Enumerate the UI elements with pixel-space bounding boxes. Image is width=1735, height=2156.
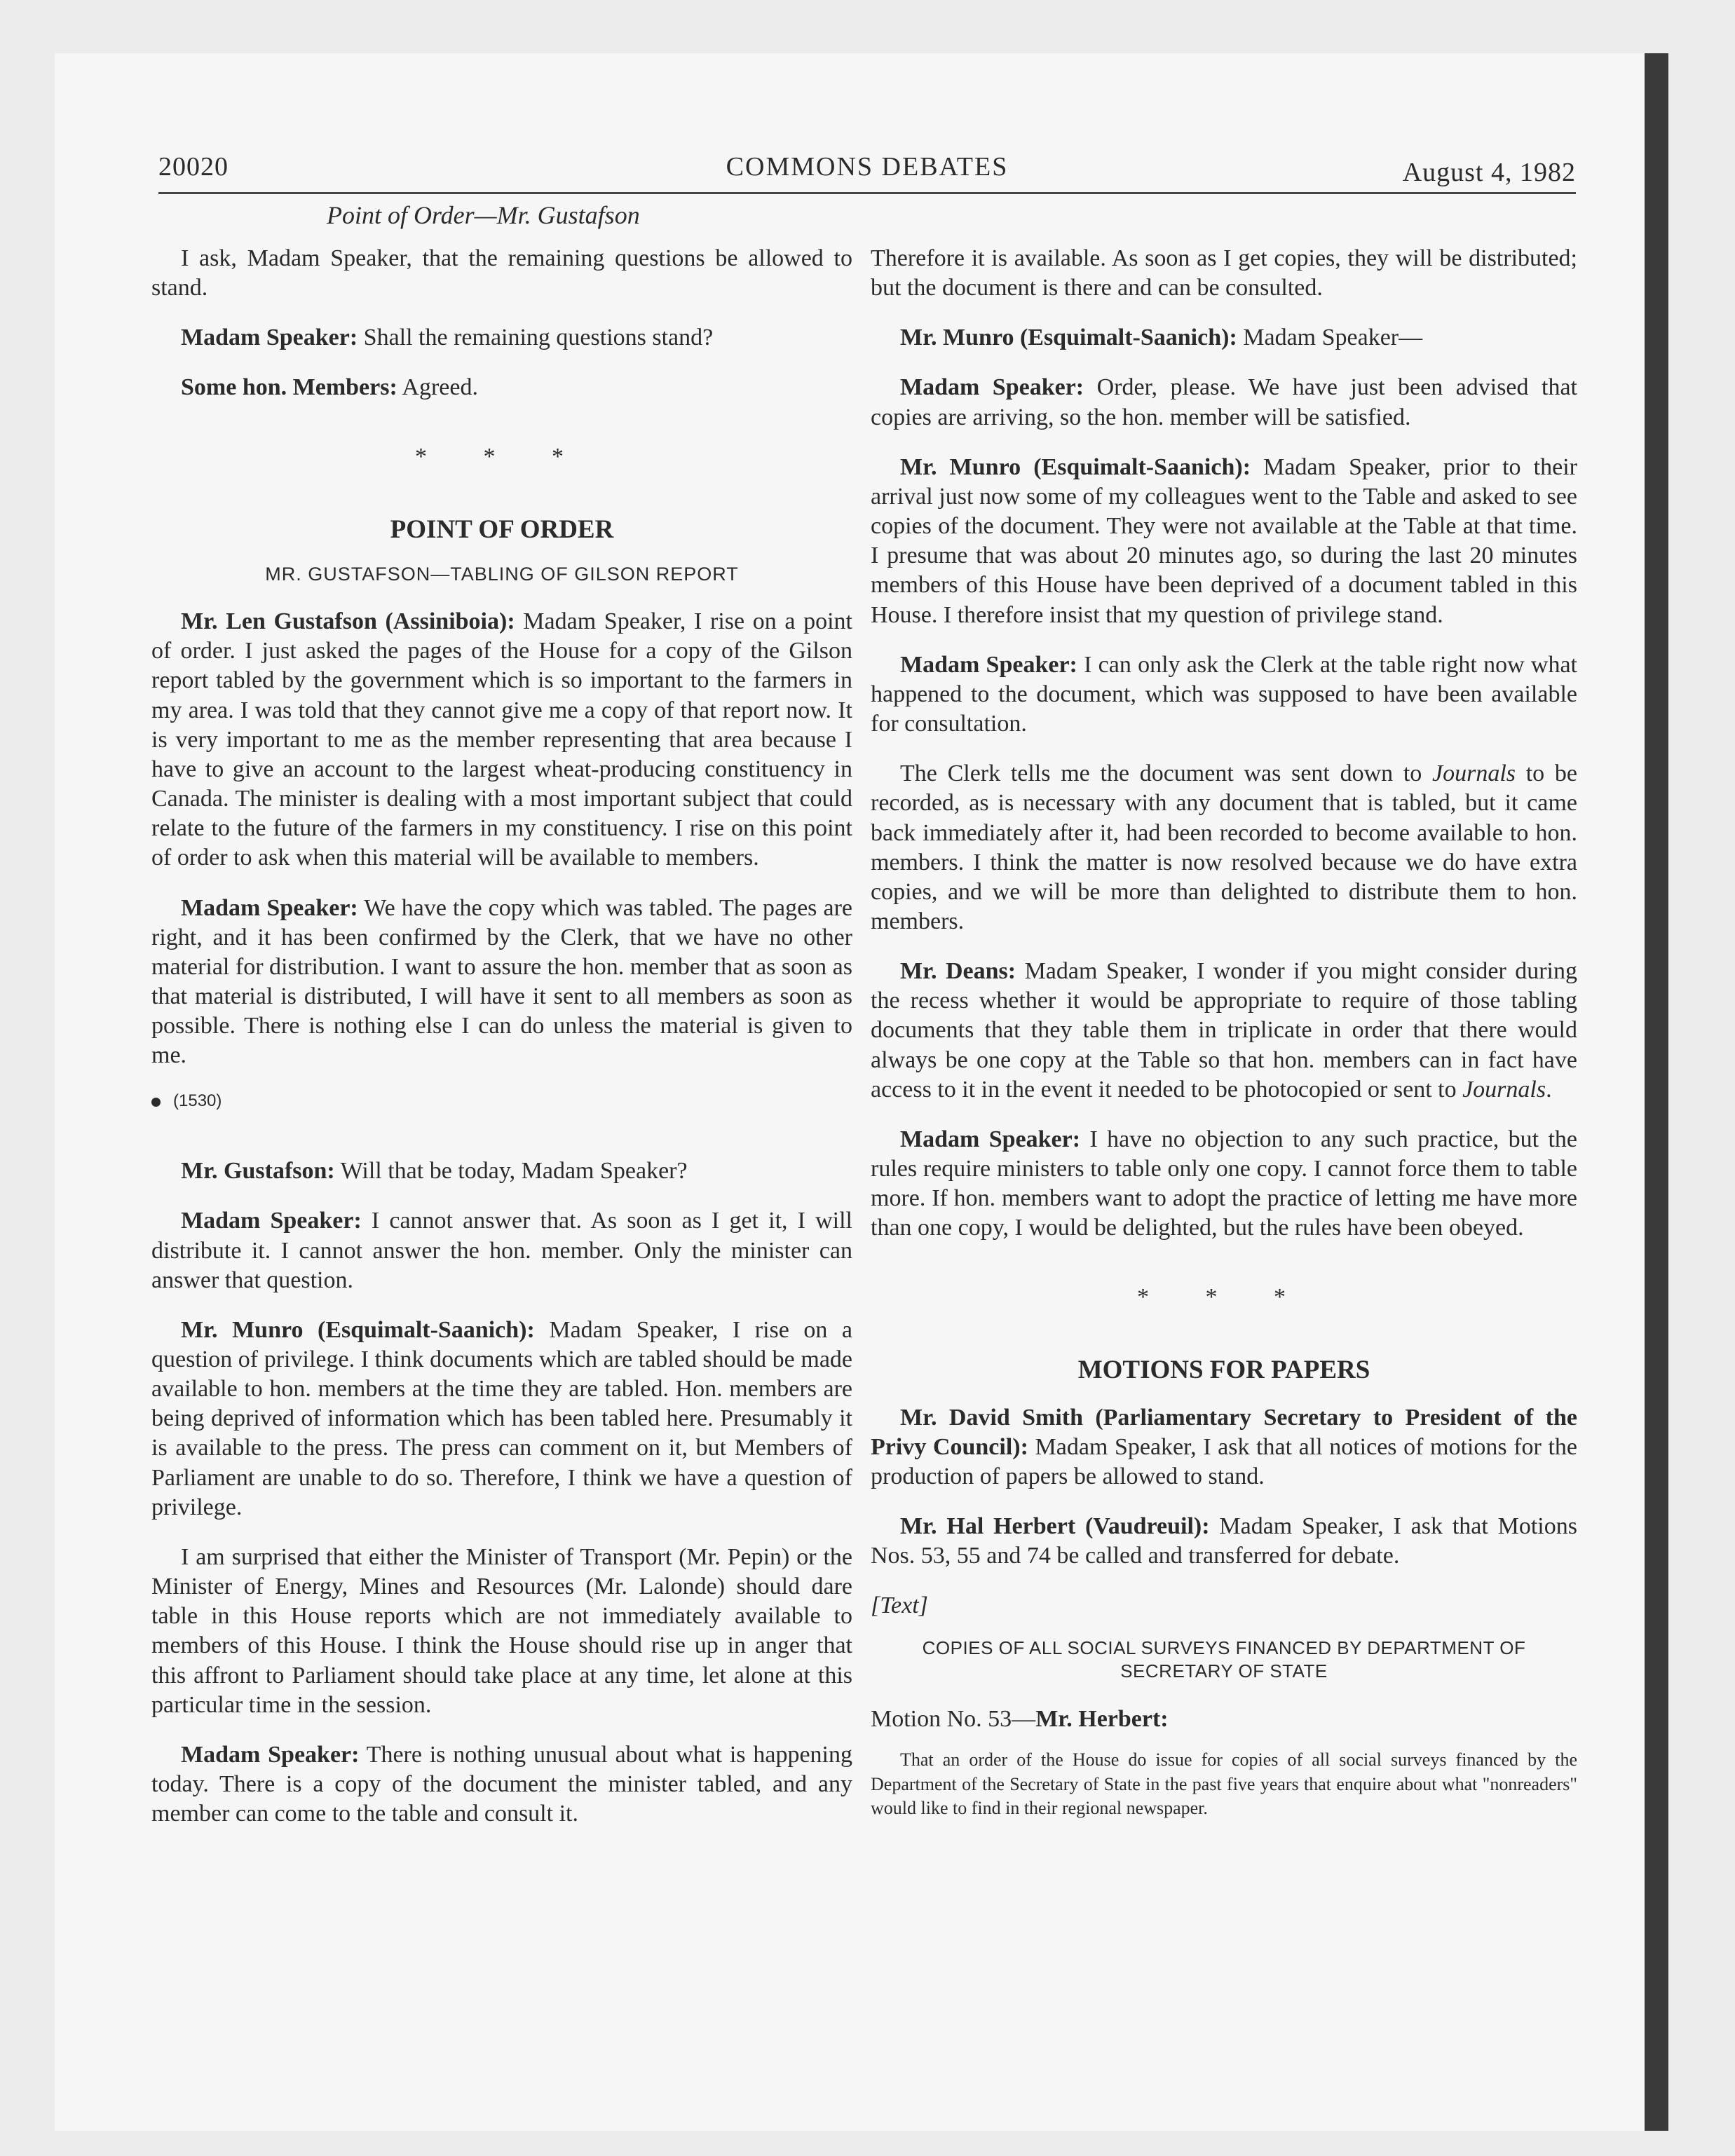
section-separator: * * * [415,443,589,470]
speaker: Mr. Munro (Esquimalt-Saanich): [900,453,1251,480]
speech: . [1546,1076,1552,1103]
speech: Agreed. [397,374,478,401]
publication-title: COMMONS DEBATES [726,152,1009,182]
speaker: Madam Speaker: [181,894,358,921]
speaker: Mr. Munro (Esquimalt-Saanich): [900,325,1237,351]
speech: I can only ask the Clerk at the table right now what happened to the document, which was supposed to have been available for consultation. [871,651,1577,737]
speech: The Clerk tells me the document was sent down to [900,760,1433,787]
speech: We have the copy which was tabled. The pages are right, and it has been confirmed by the Clerk, that we have no other material for distribution. I want to assure the hon. member that as soon as that material is distributed, I will have it sent to all members as soon as possible. There is nothing else I can do unless the material is given to me. [151,894,852,1069]
speech: I cannot answer that. As soon as I get it, I will distribute it. I cannot answer the hon. member. Only the minister can answer that question. [151,1208,852,1293]
speech: Madam Speaker, I ask that all notices of motions for the production of papers be allowed to stand. [871,1433,1577,1489]
paragraph: Therefore it is available. As soon as I get copies, they will be distributed; but the document is there and can be consulted. [871,245,1577,301]
speech: to be recorded, as is necessary with any document that is tabled, but it came back immediately after it, had been recorded to become available to hon. members. I think the matter is now resolved because we do have extra copies, and we will be more than delighted to distribute them to hon. members. [871,760,1577,934]
motion-number: Motion No. 53— [871,1706,1036,1733]
paragraph [871,453,1577,630]
paragraph [151,373,852,402]
speaker: Madam Speaker: [900,1126,1081,1152]
section-separator: * * * [1137,1283,1311,1310]
scan-edge [1645,53,1668,2131]
paragraph [871,1403,1577,1492]
speech: I have no objection to any such practice, but the rules require ministers to table only one copy. I cannot force them to table more. If hon. members want to adopt the practice of letting me have more than one copy, I would be delighted, but the rules have been obeyed. [871,1126,1577,1241]
paragraph [151,894,852,1071]
speaker: Madam Speaker: [900,651,1077,678]
speech: There is nothing unusual about what is happening today. There is a copy of the document the minister tabled, and any member can come to the table and consult it. [151,1741,852,1827]
speaker: Mr. Gustafson: [181,1158,335,1185]
motion-heading [871,1705,1577,1734]
journals-ref: Journals [1462,1076,1546,1103]
paragraph [151,1316,852,1522]
time-label: (1530) [173,1091,222,1111]
paragraph [871,323,1577,353]
page-date: August 4, 1982 [1402,158,1576,187]
journals-ref: Journals [1432,760,1516,787]
section-title: MOTIONS FOR PAPERS [1077,1355,1370,1384]
speaker: Mr. Len Gustafson (Assiniboia): [181,608,515,635]
motion-text: That an order of the House do issue for copies of all social surveys financed by the Department of the Secretary of State in the past five years that enquire about what "nonreaders" would like to find in their regional newspaper. [871,1749,1577,1818]
speech: Madam Speaker, I wonder if you might consider during the recess whether it would be appropriate to require of those tabling documents that they table them in triplicate in order that there would always be one copy at the Table so that hon. members can in fact have access to it in the event it needed to be photocopied or sent to [871,958,1577,1103]
paragraph [871,957,1577,1105]
speaker: Some hon. Members: [181,374,397,401]
speech: Order, please. We have just been advised that copies are arriving, so the hon. member will be satisfied. [871,374,1577,430]
speech: Madam Speaker— [1237,325,1423,351]
paragraph [871,373,1577,432]
section-title: POINT OF ORDER [390,514,614,544]
paragraph [151,1157,852,1186]
motion-title: COPIES OF ALL SOCIAL SURVEYS FINANCED BY DEPARTMENT OF SECRETARY OF STATE [922,1637,1526,1682]
speaker: Madam Speaker: [181,1208,362,1234]
paragraph [871,759,1577,936]
left-column [151,244,852,1849]
paragraph: I ask, Madam Speaker, that the remaining questions be allowed to stand. [151,245,852,301]
speech: Shall the remaining questions stand? [358,325,714,351]
right-column [871,244,1577,1841]
motion-mover: Mr. Herbert: [1035,1706,1169,1733]
paragraph [871,650,1577,739]
speaker: Mr. Deans: [900,958,1016,985]
speech: Madam Speaker, I rise on a point of order. I just asked the pages of the House for a copy of the Gilson report tabled by the government which is so important to the farmers in my area. I was told that they cannot give me a copy of that report now. It is very important to me as the member representing that area because I have to give an account to the largest wheat-producing constituency in Canada. The minister is dealing with a most important subject that could relate to the future of the farmers in my constituency. I rise on this point of order to ask when this material will be available to members. [151,608,852,871]
speech: Madam Speaker, prior to their arrival just now some of my colleagues went to the Table and asked to see copies of the document. They were not available at the Table at that time. I presume that was about 20 minutes ago, so during the last 20 minutes members of this House have been deprived of a document tabled in this House. I therefore insist that my question of privilege stand. [871,453,1577,628]
speaker: Madam Speaker: [181,325,358,351]
text-tag: [Text] [871,1592,928,1619]
time-marker [151,1091,852,1112]
running-head: Point of Order—Mr. Gustafson [327,201,640,229]
paragraph [151,323,852,353]
speaker: Madam Speaker: [900,374,1084,401]
speech: Madam Speaker, I ask that Motions Nos. 53, 55 and 74 be called and transferred for debate. [871,1513,1577,1569]
section-subtitle: MR. GUSTAFSON—TABLING OF GILSON REPORT [265,563,739,585]
speaker: Madam Speaker: [181,1741,360,1768]
paragraph [871,1512,1577,1571]
paragraph [151,1740,852,1829]
speech: Madam Speaker, I rise on a question of privilege. I think documents which are tabled should be made available to hon. members at the time they are tabled. Hon. members are being deprived of information which has been tabled here. Presumably it is available to the press. The press can comment on it, but Members of Parliament are unable to do so. Therefore, I think we have a question of privilege. [151,1316,852,1520]
paragraph [151,1206,852,1295]
bullet-icon [151,1098,161,1107]
page-number: 20020 [158,152,229,182]
speaker: Mr. David Smith (Parliamentary Secretary to President of the Privy Council): [871,1404,1577,1460]
paragraph [871,1125,1577,1243]
speaker: Mr. Hal Herbert (Vaudreuil): [900,1513,1210,1540]
speech: Will that be today, Madam Speaker? [334,1158,688,1185]
speaker: Mr. Munro (Esquimalt-Saanich): [181,1316,535,1343]
page-header [158,150,1576,194]
paragraph [151,607,852,873]
paragraph: I am surprised that either the Minister of Transport (Mr. Pepin) or the Minister of Energy, Mines and Resources (Mr. Lalonde) should dare table in this House reports which are not immediately available to members of this House. I think the House should rise up in anger that this affront to Parliament should take place at any time, let alone at this particular time in the session. [151,1543,852,1718]
